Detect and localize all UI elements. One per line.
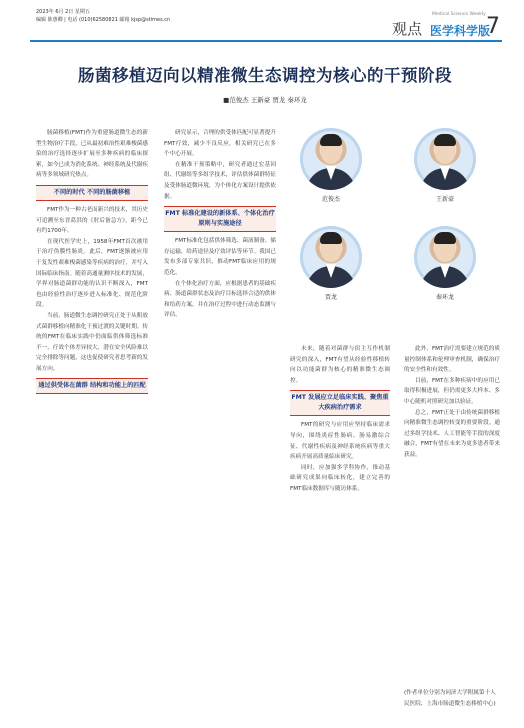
- issue-date: 2023年 6月 2日 星期五: [36, 9, 90, 15]
- section-name: 观点: [392, 20, 423, 38]
- author-photo: [414, 226, 476, 288]
- paragraph: FMT的研究与应用应坚持临床需求导向，围绕炎症性肠病、肠易激综合征、代谢性疾病及神经系统疾病等重大疾病开展高质量临床研究。: [290, 422, 390, 461]
- article-title: 肠菌移植迈向以精准微生态调控为核心的干预阶段: [78, 66, 452, 85]
- photo-caption: 范俊杰: [321, 196, 340, 203]
- subheading-box: FMT 发展应立足临床实践、聚焦重大疾病治疗需求: [290, 390, 390, 416]
- photo-caption: 王新豪: [435, 196, 454, 203]
- paragraph: 研究显示，合理的供受体匹配可显著提升FMT疗效，减少不良反应，相关研究已在多个中心开展。: [164, 130, 276, 158]
- subheading-box: FMT 标准化建设的新体系、个体化治疗原则与实施途径: [164, 206, 276, 232]
- paragraph: 当前，肠道微生态调控研究正处于从粗放式菌群移植向精准化干预过渡的关键时期。传统的FMT在临床实践中仍面临供体筛选标准不一、疗效个体差异较大、潜在安全风险难以完全排除等问题，这也促使研究者思考新的发展方向。: [36, 312, 148, 372]
- article-authors: ■范俊杰 王新豪 贾龙 秦环龙: [223, 96, 307, 104]
- section-logo-subtitle: Medical Science Weekly: [432, 12, 486, 17]
- author-affiliation-note: (作者单位分别为同济大学附属第十人民医院、上海市肠道微生态移植中心): [404, 690, 496, 707]
- editor-info: 编辑 陈惠卿 | 电话 (010)62580821 邮箱 kjsp@stimes.cn: [36, 17, 171, 23]
- column-1: [36, 128, 148, 398]
- paragraph: 同时，应加强多学科协作，推动基础研究成果向临床转化，建立完善的FMT临床数据库与随访体系。: [290, 464, 390, 492]
- page-header: [0, 0, 524, 40]
- header-rule: [30, 40, 502, 42]
- paragraph: 在精准干预策略中，研究者通过宏基因组、代谢组等多组学技术，评估供体菌群特征及受体肠道微环境，为个体化方案设计提供依据。: [164, 161, 276, 200]
- author-photo: [414, 128, 476, 190]
- author-photo: [300, 226, 362, 288]
- column-4: [404, 344, 500, 461]
- page-number: 7: [486, 14, 500, 39]
- paragraph: 在个体化治疗方面，应根据患者的基础疾病、肠道菌群状态及治疗目标选择合适的供体和给药方案，并在治疗过程中进行动态监测与评估。: [164, 280, 276, 319]
- author-photos: [284, 114, 504, 338]
- paragraph: FMT作为一种古老而新兴的技术，其历史可追溯至东晋葛洪的《肘后备急方》，距今已有约1700年。: [36, 206, 148, 235]
- section-logo: 医学科学版: [430, 24, 491, 38]
- paragraph: FMT标准化包括供体筛选、菌液制备、储存运输、给药途径及疗效评估等环节。我国已发布多部专家共识，推动FMT临床应用的规范化。: [164, 238, 276, 276]
- paragraph: 未来，随着对菌群与宿主互作机制研究的深入，FMT有望从经验性移植转向以功能菌群为核心的精准微生态调控。: [290, 346, 390, 384]
- column-3: [290, 344, 390, 495]
- author-photo: [300, 128, 362, 190]
- column-2: [164, 128, 276, 321]
- paragraph: 目前，FMT在多种疾病中的应用已取得积极进展，但仍需更多大样本、多中心随机对照研究加以验证。: [404, 377, 500, 405]
- paragraph: 此外，FMT治疗需要建立规范的质量控制体系和伦理审查机制，确保治疗的安全性和有效性。: [404, 346, 500, 374]
- photo-caption: 贾龙: [324, 294, 337, 301]
- paragraph: 总之，FMT正处于由传统菌群移植向精准微生态调控转变的重要阶段。通过多组学技术、人工智能等手段的深度融合，FMT有望在未来为更多患者带来获益。: [404, 409, 500, 458]
- photo-caption: 秦环龙: [435, 294, 454, 301]
- subheading-box: 不同的时代 不同的肠菌移植: [36, 185, 148, 201]
- paragraph: 在现代医学史上，1958年FMT首次被用于治疗伪膜性肠炎。此后，FMT逐渐被应用于复发性艰难梭菌感染等疾病的治疗，并写入国际临床指南。随着高通量测序技术的发展，学界对肠道菌群功能的认识不断深入，FMT也由经验性治疗逐步进入标准化、规范化阶段。: [36, 238, 148, 309]
- paragraph: 肠菌移植(FMT)作为重建肠道微生态的新型生物治疗手段，已从最初难治性艰难梭菌感染的治疗选择逐步扩展至多种疾病的临床探索，如今已成为消化系统、神经系统及代谢疾病等多领域研究热点。: [36, 130, 148, 179]
- subheading-box: 通过供受体在菌群 结构和功能上的匹配: [36, 378, 148, 394]
